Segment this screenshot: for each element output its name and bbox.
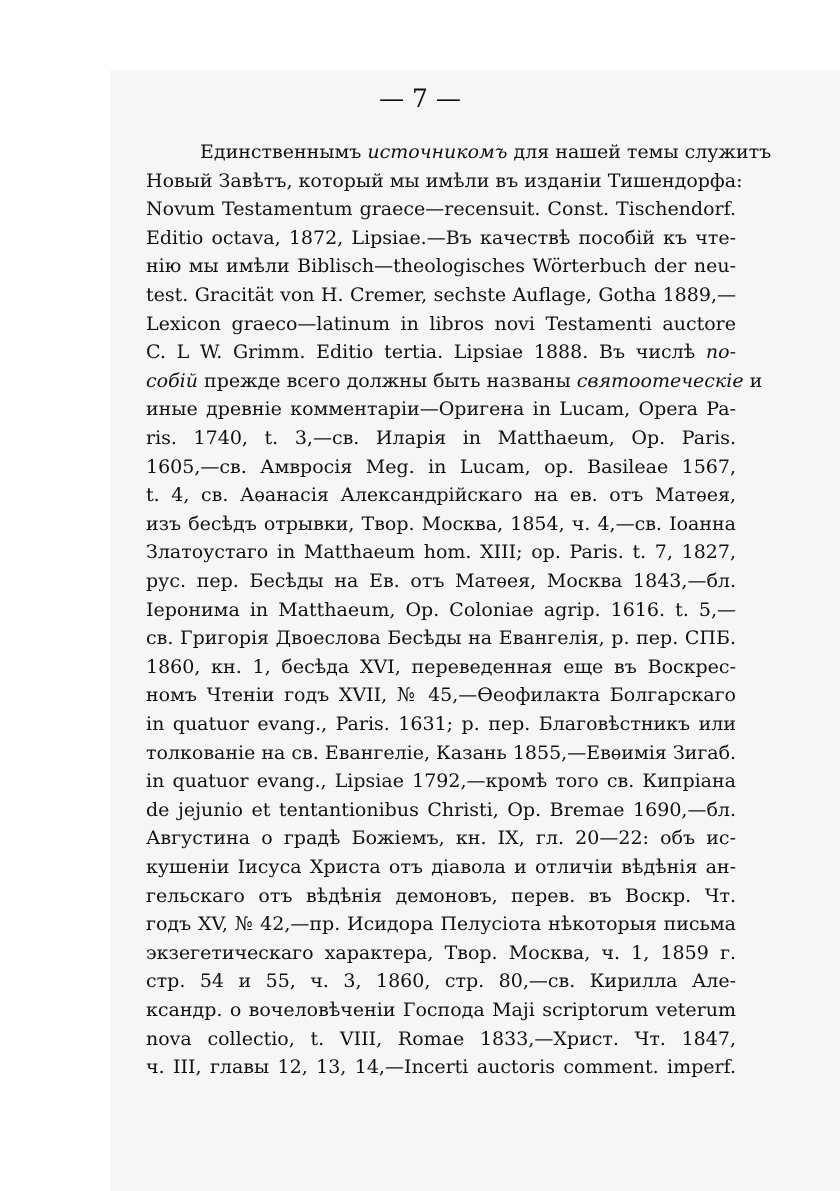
- text-run: рус. пер. Бесѣды на Ев. отъ Матѳея, Москва 1843,—бл.: [146, 570, 736, 592]
- text-run: св. Григорія Двоеслова Бесѣды на Евангелія, р. пер. СПБ.: [146, 627, 736, 650]
- text-line: [146, 340, 736, 364]
- text-run: прежде всего должны быть названы: [198, 369, 577, 392]
- emphasis-text: источникомъ: [367, 141, 508, 163]
- text-run: гельскаго отъ вѣдѣнія демоновъ, перев. въ Воскр. Чт.: [146, 884, 736, 907]
- text-line: [146, 455, 736, 479]
- emphasis-text: собій: [146, 369, 198, 392]
- text-run: test. Gracität von H. Cremer, sechste Auflage, Gotha 1889,—: [146, 284, 736, 306]
- text-line: [146, 941, 736, 965]
- text-line: [146, 540, 736, 564]
- text-line: [146, 1027, 736, 1051]
- text-run: ксандр. о вочеловѣченіи Господа Maji scriptorum veterum: [146, 999, 736, 1021]
- text-run: годъ XV, № 42,—пр. Исидора Пелусіота нѣкоторыя письма: [146, 913, 736, 936]
- text-line: [146, 254, 736, 278]
- text-run: ч. III, главы 12, 13, 14,—Incerti auctoris comment. imperf.: [146, 1056, 736, 1079]
- text-run: nova collectio, t. VIII, Romae 1833,—Христ. Чт. 1847,: [146, 1027, 736, 1050]
- text-line: [146, 826, 736, 850]
- page-number: — 7 —: [379, 84, 461, 113]
- text-run: Единственнымъ: [200, 141, 368, 163]
- text-line: [200, 140, 772, 164]
- text-line: [146, 998, 736, 1022]
- text-run: и: [743, 369, 763, 392]
- text-line: [146, 197, 736, 221]
- text-run: in quatuor evang., Paris. 1631; р. пер. Благовѣстникъ или: [146, 713, 736, 735]
- text-line: [146, 598, 736, 622]
- text-run: Editio octava, 1872, Lipsiae.—Въ качествѣ пособій къ чте-: [146, 226, 736, 249]
- text-run: иные древніе комментаріи—Оригена in Lucam, Opera Pa-: [146, 398, 736, 421]
- text-line: [146, 712, 736, 736]
- text-run: экзегетическаго характера, Твор. Москва, ч. 1, 1859 г.: [146, 941, 736, 964]
- text-line: [146, 1055, 736, 1079]
- text-line: [146, 769, 736, 793]
- text-run: t. 4, св. Аѳанасія Александрійскаго на ев. отъ Матѳея,: [146, 484, 736, 507]
- text-line: [146, 626, 736, 650]
- text-line: [146, 512, 736, 536]
- text-run: толкованіе на св. Евангеліе, Казань 1855,—Евѳимія Зигаб.: [146, 741, 737, 764]
- text-line: [146, 226, 736, 250]
- text-line: [146, 169, 743, 193]
- text-run: нію мы имѣли Biblisch—theologisches Wörterbuch der neu-: [146, 255, 736, 278]
- emphasis-text: святоотеческіе: [576, 369, 744, 392]
- text-run: C. L W. Grimm. Editio tertia. Lipsiae 1888. Въ числѣ: [146, 341, 706, 364]
- text-run: Златоустаго in Matthaeum hom. XIII; ор. Paris. t. 7, 1827,: [146, 541, 736, 564]
- text-run: ris. 1740, t. 3,—св. Иларія in Matthaeum, Op. Paris.: [146, 427, 736, 449]
- text-run: номъ Чтеніи годъ XVII, № 45,—Ѳеофилакта Болгарскаго: [146, 684, 736, 707]
- text-run: стр. 54 и 55, ч. 3, 1860, стр. 80,—св. Кирилла Але-: [146, 970, 736, 993]
- text-line: [146, 569, 736, 593]
- text-line: [146, 655, 736, 679]
- text-line: [146, 855, 736, 879]
- text-line: [146, 483, 736, 507]
- emphasis-text: по-: [705, 341, 736, 364]
- text-run: изъ бесѣдъ отрывки, Твор. Москва, 1854, ч. 4,—св. Іоанна: [146, 512, 736, 535]
- text-run: Novum Testamentum graece—recensuit. Const. Tischendorf.: [146, 198, 736, 221]
- text-line: [146, 312, 736, 336]
- text-line: [146, 884, 736, 908]
- text-run: кушеніи Іисуса Христа отъ діавола и отличіи вѣдѣнія ан-: [146, 856, 736, 878]
- text-run: de jejunio et tentantionibus Christi, Op. Bremae 1690,—бл.: [146, 798, 736, 821]
- text-run: 1605,—св. Амвросія Meg. in Lucam, op. Basileae 1567,: [146, 455, 736, 478]
- text-run: Августина о градѣ Божіемъ, кн. IX, гл. 20—22: объ ис-: [146, 827, 736, 850]
- text-line: [146, 912, 736, 936]
- text-line: [146, 397, 736, 421]
- text-line: [146, 283, 736, 307]
- text-run: для нашей темы служитъ: [507, 141, 772, 163]
- text-run: Lexicon graeco—latinum in libros novi Testamenti auctore: [146, 312, 736, 335]
- text-line: [146, 683, 736, 707]
- text-line: [146, 369, 763, 393]
- text-line: [146, 741, 736, 765]
- text-run: Іеронима in Matthaeum, Op. Coloniae agrip. 1616. t. 5,—: [146, 598, 736, 621]
- text-line: [146, 426, 736, 450]
- text-line: [146, 798, 736, 822]
- text-run: in quatuor evang., Lipsiae 1792,—кромѣ того св. Кипріана: [146, 770, 736, 793]
- text-run: 1860, кн. 1, бесѣда XVI, переведенная еще въ Воскрес-: [146, 655, 736, 678]
- text-line: [146, 969, 736, 993]
- text-run: Новый Завѣтъ, который мы имѣли въ изданіи Тишендорфа:: [146, 169, 743, 192]
